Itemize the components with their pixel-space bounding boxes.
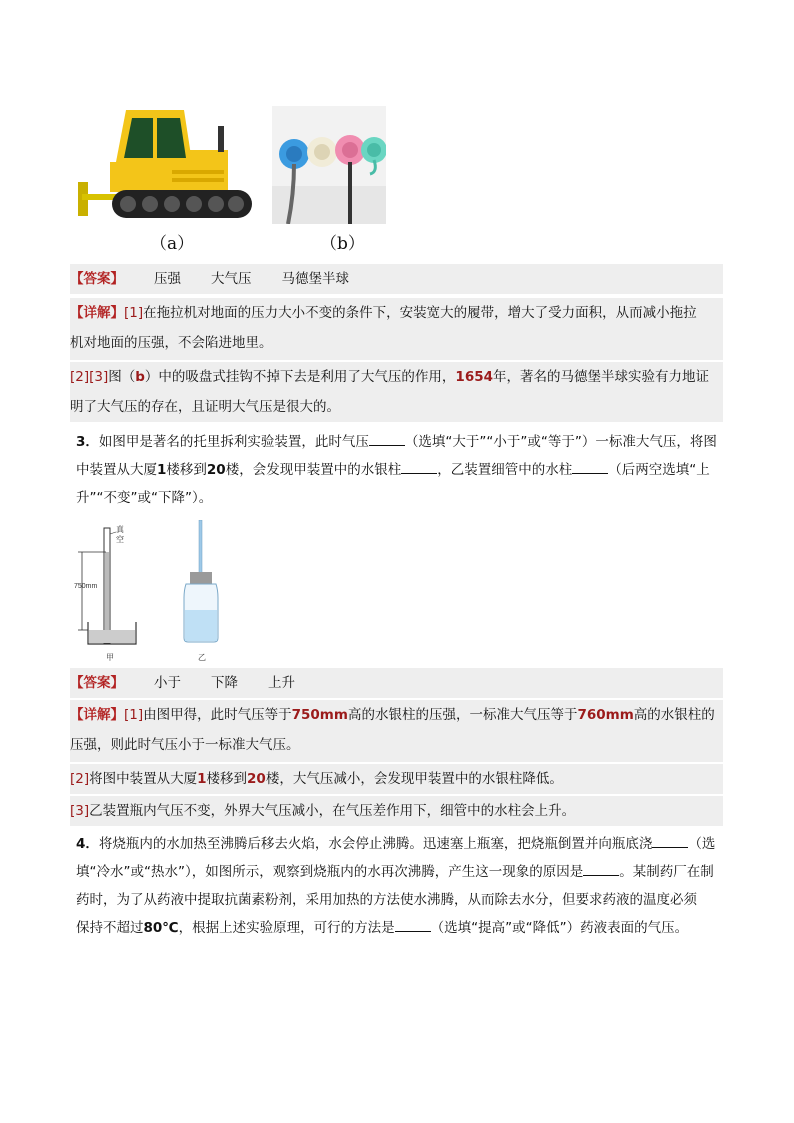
answer-label: 【答案】 <box>70 271 124 287</box>
detail-text: ）中的吸盘式挂钩不掉下去是利用了大气压的作用， <box>144 369 456 385</box>
detail-text: 年，著名的马德堡半球实验有力地证 <box>493 369 709 385</box>
question-number: 4． <box>76 836 99 852</box>
detail-text: b <box>135 369 145 385</box>
detail-text: 高的水银柱的 <box>633 707 715 723</box>
question-text: 将烧瓶内的水加热至沸腾后移去火焰，水会停止沸腾。迅速塞上瓶塞，把烧瓶倒置并向瓶底浇 <box>98 836 653 852</box>
answer-label: 【答案】 <box>70 675 124 691</box>
question-text: 楼，会发现甲装置中的水银柱 <box>225 462 402 478</box>
detail-tag: [1] <box>124 305 144 321</box>
detail-tag: [2] <box>70 771 90 787</box>
question-text: 药时，为了从药液中提取抗菌素粉剂，采用加热的方法使水沸腾，从而除去水分，但要求药液的温度必须 <box>76 892 697 908</box>
question-text: 升”“不变”或“下降”）。 <box>76 490 213 506</box>
question-number: 3． <box>76 434 99 450</box>
question-4 <box>76 830 726 942</box>
question-text: 20 <box>206 462 226 478</box>
detail-label: 【详解】 <box>70 305 124 321</box>
detail-3-paragraph-1 <box>70 700 723 762</box>
figure-a-caption: （a） <box>150 234 195 254</box>
answer-blank[interactable] <box>652 833 688 848</box>
figure-b-caption: （b） <box>320 234 365 254</box>
detail-2-paragraph-2 <box>70 362 723 422</box>
detail-text: 1 <box>197 771 207 787</box>
detail-text: 楼，大气压减小，会发现甲装置中的水银柱降低。 <box>265 771 563 787</box>
answer-3-row <box>70 668 723 698</box>
question-text: 保持不超过 <box>76 920 144 936</box>
question-text: （选填“大于”“小于”或“等于”）一标准大气压，将图 <box>404 434 717 450</box>
answer-2-row <box>70 264 723 294</box>
question-text: 1 <box>157 462 167 478</box>
answer-blank[interactable] <box>401 459 437 474</box>
question-text: （选 <box>688 836 716 852</box>
detail-text: 机对地面的压强，不会陷进地里。 <box>70 335 273 351</box>
detail-text: 由图甲得，此时气压等于 <box>143 707 292 723</box>
detail-text: 20 <box>247 771 266 787</box>
vacuum-label-1: 真 <box>116 525 124 534</box>
answer-item: 大气压 <box>211 271 252 287</box>
detail-text: 1654 <box>455 369 493 385</box>
detail-3-paragraph-2 <box>70 764 723 794</box>
answer-item: 小于 <box>154 675 181 691</box>
detail-text: 将图中装置从大厦 <box>89 771 198 787</box>
detail-text: 高的水银柱的压强，一标准大气压等于 <box>347 707 578 723</box>
answer-item: 马德堡半球 <box>281 271 349 287</box>
answer-blank[interactable] <box>572 459 608 474</box>
detail-label: 【详解】 <box>70 707 124 723</box>
question-text: 中装置从大厦 <box>76 462 157 478</box>
answer-blank[interactable] <box>583 861 619 876</box>
question-text: 。某制药厂在制 <box>619 864 714 880</box>
question-text: 如图甲是著名的托里拆利实验装置，此时气压 <box>98 434 369 450</box>
question-text: （选填“提高”或“降低”）药液表面的气压。 <box>430 920 689 936</box>
question-text: ，乙装置细管中的水柱 <box>437 462 573 478</box>
detail-text: 乙装置瓶内气压不变，外界大气压减小，在气压差作用下，细管中的水柱会上升。 <box>89 803 576 819</box>
detail-text: 楼移到 <box>206 771 248 787</box>
answer-item: 下降 <box>211 675 238 691</box>
detail-text: 图（ <box>108 369 136 385</box>
detail-2-paragraph-1 <box>70 298 723 360</box>
answer-blank[interactable] <box>395 917 431 932</box>
detail-text: 在拖拉机对地面的压力大小不变的条件下，安装宽大的履带，增大了受力面积，从而减小拖拉 <box>143 305 697 321</box>
question-text: ，根据上述实验原理，可行的方法是 <box>178 920 395 936</box>
question-text: 填“冷水”或“热水”），如图所示，观察到烧瓶内的水再次沸腾，产生这一现象的原因是 <box>76 864 584 880</box>
question-text: 80℃ <box>143 920 179 936</box>
detail-text: 760mm <box>577 707 634 723</box>
height-label: 750mm <box>74 583 98 590</box>
answer-blank[interactable] <box>369 431 405 446</box>
answer-item: 压强 <box>154 271 181 287</box>
detail-tag: [2][3] <box>70 369 109 385</box>
question-text: 楼移到 <box>166 462 207 478</box>
tractor-image <box>76 104 262 224</box>
torricelli-apparatus-diagram <box>70 520 300 665</box>
detail-tag: [1] <box>124 707 144 723</box>
suction-hooks-image <box>272 106 386 224</box>
detail-text: 750mm <box>291 707 348 723</box>
question-text: （后两空选填“上 <box>608 462 710 478</box>
detail-3-paragraph-3 <box>70 796 723 826</box>
answer-item: 上升 <box>268 675 295 691</box>
detail-tag: [3] <box>70 803 90 819</box>
detail-text: 压强，则此时气压小于一标准大气压。 <box>70 737 300 753</box>
vacuum-label-2: 空 <box>116 535 124 544</box>
label-jia: 甲 <box>106 653 114 662</box>
detail-text: 明了大气压的存在，且证明大气压是很大的。 <box>70 399 340 415</box>
label-yi: 乙 <box>198 653 206 662</box>
question-3 <box>76 428 726 512</box>
